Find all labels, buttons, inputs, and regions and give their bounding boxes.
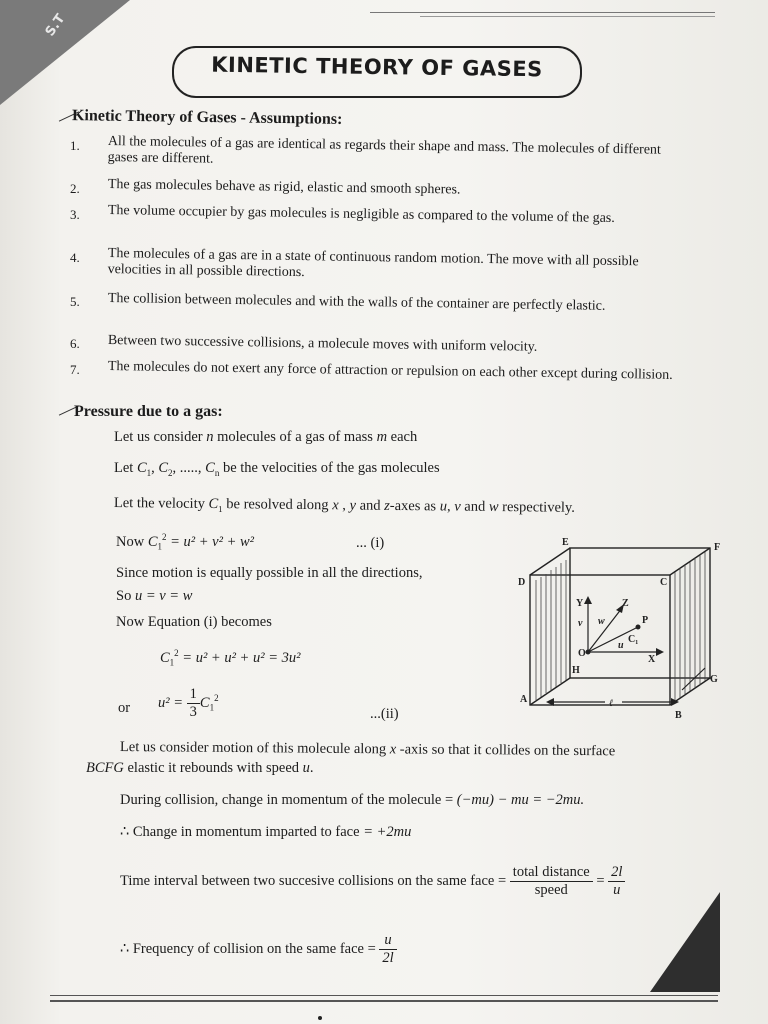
label-u: u — [618, 640, 624, 651]
label-E: E — [562, 537, 569, 548]
label-F: F — [714, 542, 721, 553]
list-number: 7. — [70, 362, 80, 377]
list-item: The collision between molecules and with the walls of the container are perfectly elastic. — [107, 291, 606, 314]
list-number: 1. — [70, 138, 80, 153]
text-line-velocities: Let $C_1$, $C_2$, ....., $C_n$ be the velocities of the gas molecules — [114, 460, 440, 478]
list-item: All the molecules of a gas are identical as regards their shape and mass. The molecules of different gases are different. — [107, 134, 661, 167]
list-number: 6. — [70, 336, 80, 351]
equation-3: u² = $\frac{1}{3}$ $C_1^2$ — [158, 686, 219, 720]
label-C: C — [660, 577, 668, 588]
label-l: ℓ — [609, 698, 614, 709]
page-title: KINETIC THEORY OF GASES — [211, 52, 543, 82]
corner-tab-bottom — [650, 892, 720, 992]
bottom-rule-2 — [50, 1000, 718, 1002]
corner-tab-text: S.T — [42, 11, 69, 40]
equation-1: Now $C_1^2 = u^2 + v^2 + w^2$ — [116, 532, 255, 552]
equation-1-tag: ... (i) — [356, 535, 385, 551]
list-item: Between two successive collisions, a molecule moves with uniform velocity. — [107, 333, 538, 355]
label-v: v — [578, 618, 583, 629]
top-rule — [370, 12, 715, 13]
label-w: w — [598, 616, 605, 627]
text-line-time-interval: Time interval between two succesive collisions on the same face = $\frac{\text{total distance}}{\text{speed}}$ = $\frac{2l}{u}$ — [120, 864, 625, 899]
label-H: H — [572, 665, 580, 676]
list-item: The molecules of a gas are in a state of continuous random motion. The move with all possible velocities in all possible directions. — [107, 246, 639, 281]
label-Z: Z — [622, 598, 629, 609]
text-line-resolved: Let the velocity $C_1$ be resolved along x , y and z-axes as u, v and w respectively. — [113, 495, 575, 516]
list-item: The gas molecules behave as rigid, elastic and smooth spheres. — [107, 177, 461, 198]
corner-tab — [0, 0, 130, 105]
section-heading-pressure: Pressure due to a gas: — [74, 403, 223, 420]
label-O: O — [578, 648, 586, 659]
text-line-so: So u = v = w — [116, 588, 193, 604]
list-number: 3. — [70, 207, 80, 222]
text-line-momentum-face: ∴ Change in momentum imparted to face = +2mu — [120, 824, 412, 840]
label-X: X — [648, 654, 656, 665]
text-line-now: Now Equation (i) becomes — [116, 614, 272, 630]
text-line-rebound: BCFG elastic it rebounds with speed u. — [86, 760, 314, 776]
list-number: 5. — [70, 294, 80, 309]
list-number: 4. — [70, 250, 80, 265]
list-number: 2. — [70, 181, 80, 196]
text-line-frequency: ∴ Frequency of collision on the same face = $\frac{u}{2l}$ — [120, 932, 397, 967]
equation-2: $C_1^2 = u^2 + u^2 + u^2 = 3u^2$ — [160, 648, 301, 668]
cube-diagram — [510, 530, 725, 725]
section-heading-assumptions: Kinetic Theory of Gases - Assumptions: — [71, 107, 343, 128]
text-line-momentum-change: During collision, change in momentum of the molecule = (−mu) − mu = −2mu. — [120, 792, 585, 808]
bottom-rule — [50, 995, 718, 996]
label-A: A — [520, 694, 528, 705]
list-item: The molecules do not exert any force of attraction or repulsion on each other except during collision. — [107, 359, 673, 383]
label-C1: C₁ — [628, 634, 639, 645]
label-D: D — [518, 577, 526, 588]
list-item: The volume occupier by gas molecules is negligible as compared to the volume of the gas. — [107, 203, 615, 226]
label-Y: Y — [576, 598, 584, 609]
text-line-motion: Since motion is equally possible in all the directions, — [116, 565, 423, 581]
or-label: or — [118, 700, 131, 716]
top-rule-2 — [420, 16, 715, 17]
text-line-consider: Let us consider n molecules of a gas of mass m each — [114, 429, 418, 445]
label-B: B — [675, 710, 682, 721]
equation-3-tag: ...(ii) — [370, 706, 399, 722]
text-line-motion-x: Let us consider motion of this molecule along x -axis so that it collides on the surface — [119, 739, 616, 760]
label-G: G — [710, 674, 718, 685]
page-dot — [318, 1016, 322, 1020]
label-P: P — [642, 615, 649, 626]
